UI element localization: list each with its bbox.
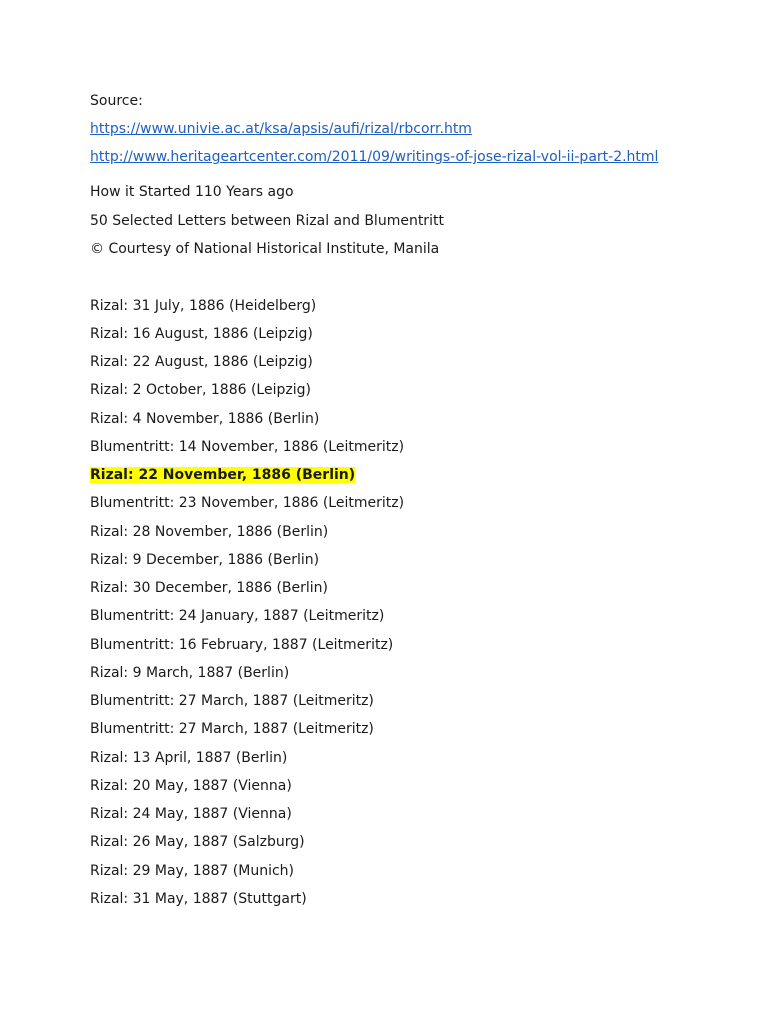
letter-item: Rizal: 13 April, 1887 (Berlin) <box>90 749 288 766</box>
letter-item: Rizal: 2 October, 1886 (Leipzig) <box>90 382 311 399</box>
courtesy-line: © Courtesy of National Historical Institute, Manila <box>90 241 440 257</box>
letter-item: Rizal: 9 March, 1887 (Berlin) <box>90 664 290 681</box>
letter-item: Rizal: 4 November, 1886 (Berlin) <box>90 410 320 427</box>
letter-item: Rizal: 22 August, 1886 (Leipzig) <box>90 354 313 370</box>
letter-item: Rizal: 31 July, 1886 (Heidelberg) <box>90 297 317 314</box>
letter-item: Rizal: 16 August, 1886 (Leipzig) <box>90 325 313 342</box>
letter-item: Rizal: 24 May, 1887 (Vienna) <box>90 806 292 822</box>
letter-item: Blumentritt: 16 February, 1887 (Leitmeritz) <box>90 636 394 653</box>
letter-item: Rizal: 30 December, 1886 (Berlin) <box>90 580 328 596</box>
letter-item: Rizal: 31 May, 1887 (Stuttgart) <box>90 890 307 907</box>
letter-item: Rizal: 29 May, 1887 (Munich) <box>90 862 294 879</box>
letter-item: Blumentritt: 14 November, 1886 (Leitmeritz) <box>90 438 405 455</box>
intro-subheading: 50 Selected Letters between Rizal and Blumentritt <box>90 212 444 229</box>
source-link-univie[interactable]: https://www.univie.ac.at/ksa/apsis/aufi/rizal/rbcorr.htm <box>90 121 472 137</box>
letter-item: Rizal: 26 May, 1887 (Salzburg) <box>90 834 305 851</box>
letter-item: Blumentritt: 27 March, 1887 (Leitmeritz) <box>90 693 374 709</box>
letters-list <box>90 297 730 908</box>
letter-item: Blumentritt: 23 November, 1886 (Leitmeritz) <box>90 495 405 512</box>
source-link-heritageartcenter[interactable]: http://www.heritageartcenter.com/2011/09/writings-of-jose-rizal-vol-ii-part-2.html <box>90 149 659 165</box>
source-label: Source: <box>90 93 143 109</box>
letter-item: Rizal: 9 December, 1886 (Berlin) <box>90 551 320 568</box>
intro-block <box>90 183 730 258</box>
blank-line <box>90 269 730 297</box>
letter-item: Rizal: 20 May, 1887 (Vienna) <box>90 777 292 794</box>
letter-item: Blumentritt: 27 March, 1887 (Leitmeritz) <box>90 721 374 738</box>
document-page <box>90 92 730 918</box>
letter-item-highlighted: Rizal: 22 November, 1886 (Berlin) <box>90 467 356 483</box>
intro-heading: How it Started 110 Years ago <box>90 184 294 200</box>
letter-item: Blumentritt: 24 January, 1887 (Leitmeritz) <box>90 608 385 625</box>
letter-item: Rizal: 28 November, 1886 (Berlin) <box>90 523 329 540</box>
